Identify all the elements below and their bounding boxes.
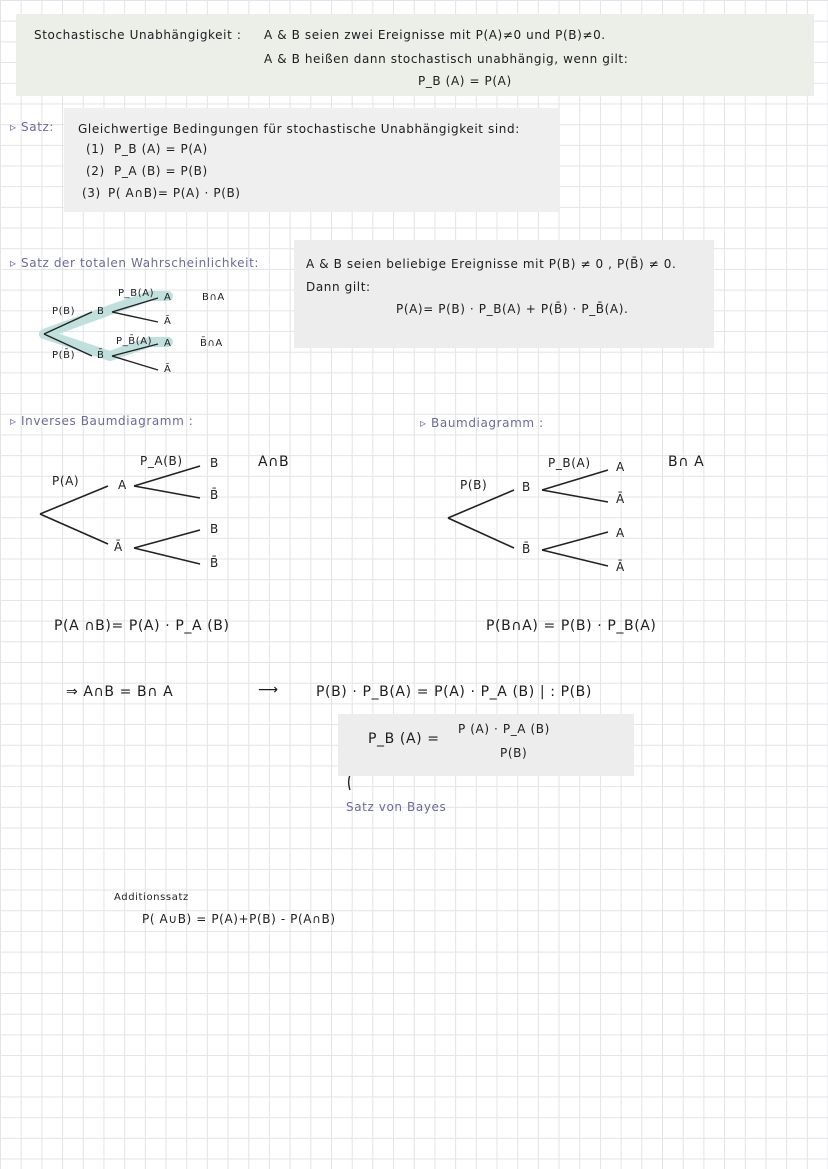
inverse-formula: P(A ∩B)= P(A) · P_A (B) — [54, 618, 230, 634]
satz-item-2-expr: P_A (B) = P(B) — [114, 164, 208, 178]
inverse-b1: B — [210, 456, 219, 470]
tree-branch-b-abar — [542, 490, 608, 502]
small-tree-res1: B∩A — [202, 292, 225, 303]
satz-item-3-num: (3) — [82, 186, 101, 200]
inv-branch-abar-bbar — [134, 548, 200, 564]
satz-label: ▹ Satz: — [10, 120, 55, 134]
small-tree-b: B — [97, 306, 105, 317]
definition-line2: A & B heißen dann stochastisch unabhängig, wenn gilt: — [264, 52, 629, 66]
satz-label-text: Satz: — [21, 120, 55, 134]
inverse-pa: P(A) — [52, 474, 80, 488]
definition-formula: P_B (A) = P(A) — [418, 74, 512, 88]
inverse-title: ▹ Inverses Baumdiagramm : — [10, 414, 194, 428]
tree-pba: P_B(A) — [548, 456, 591, 470]
inverse-b2: B — [210, 522, 219, 536]
tree-bbar: B̄ — [522, 542, 531, 556]
inverse-abar: Ā — [114, 540, 123, 554]
small-tree-res2: B̄∩A — [200, 338, 223, 349]
small-tree-bbar: B̄ — [97, 350, 105, 361]
inverse-pab: P_A(B) — [140, 454, 183, 468]
bayes-denominator: P(B) — [500, 746, 528, 760]
inv-branch-abar — [40, 514, 108, 544]
bayes-lhs: P_B (A) = — [368, 731, 440, 747]
bayes-implication: ⇒ A∩B = B∩ A — [66, 684, 174, 700]
tree-pb: P(B) — [460, 478, 488, 492]
addition-title: Additionssatz — [114, 892, 189, 903]
tree-branch-b-a — [542, 470, 608, 490]
small-tree-a1: A — [164, 292, 172, 303]
tree-abar1: Ā — [616, 492, 625, 506]
tree-abar2: Ā — [616, 560, 625, 574]
bayes-numerator: P (A) · P_A (B) — [458, 722, 550, 736]
total-formula: P(A)= P(B) · P_B(A) + P(B̄) · P_B̄(A). — [396, 302, 629, 316]
total-line2: Dann gilt: — [306, 280, 371, 294]
satz-item-2-num: (2) — [86, 164, 105, 178]
satz-item-1-expr: P_B (A) = P(A) — [114, 142, 208, 156]
satz-item-3-expr: P( A∩B)= P(A) · P(B) — [108, 186, 241, 200]
branch-bbar-abar — [112, 356, 158, 370]
small-tree-abar2: Ā — [164, 364, 172, 375]
total-title: ▹ Satz der totalen Wahrscheinlichkeit: — [10, 256, 260, 270]
small-tree-pb: P(B) — [52, 306, 76, 317]
satz-intro: Gleichwertige Bedingungen für stochastische Unabhängigkeit sind: — [78, 122, 520, 136]
tree-branch-b — [448, 490, 514, 518]
tree-a1: A — [616, 460, 625, 474]
inverse-title-text: Inverses Baumdiagramm : — [21, 414, 194, 428]
tree-title: ▹ Baumdiagramm : — [420, 416, 544, 430]
bayes-equation: P(B) · P_B(A) = P(A) · P_A (B) | : P(B) — [316, 684, 592, 700]
small-tree-a2: A — [164, 338, 172, 349]
tree-title-text: Baumdiagramm : — [431, 416, 544, 430]
branch-b-abar — [112, 312, 158, 322]
small-tree-pba: P_B(A) — [118, 288, 155, 299]
addition-formula: P( A∪B) = P(A)+P(B) - P(A∩B) — [142, 912, 336, 926]
bayes-label: Satz von Bayes — [346, 800, 447, 814]
small-tree-pbbar: P(B̄) — [52, 350, 76, 361]
tree-formula: P(B∩A) = P(B) · P_B(A) — [486, 618, 657, 634]
bayes-arrow: ⟶ — [258, 682, 279, 698]
inverse-bbar1: B̄ — [210, 488, 219, 502]
tree-branch-bbar-abar — [542, 550, 608, 566]
inv-branch-abar-b — [134, 530, 200, 548]
inverse-bbar2: B̄ — [210, 556, 219, 570]
tree-b: B — [522, 480, 531, 494]
inv-branch-a-b — [134, 466, 200, 486]
small-tree-pbbara: P_B̄(A) — [116, 336, 153, 347]
definition-title: Stochastische Unabhängigkeit : — [34, 28, 242, 42]
tree-branch-bbar — [448, 518, 514, 548]
inverse-a: A — [118, 478, 127, 492]
inv-branch-a — [40, 486, 108, 514]
total-title-text: Satz der totalen Wahrscheinlichkeit: — [21, 256, 260, 270]
total-line1: A & B seien beliebige Ereignisse mit P(B) ≠ 0 , P(B̄) ≠ 0. — [306, 257, 677, 271]
tree-branch-bbar-a — [542, 532, 608, 550]
tree-a2: A — [616, 526, 625, 540]
inverse-result: A∩B — [258, 454, 290, 470]
satz-item-1-num: (1) — [86, 142, 105, 156]
small-tree-abar1: Ā — [164, 316, 172, 327]
tree-result: B∩ A — [668, 454, 705, 470]
inv-branch-a-bbar — [134, 486, 200, 498]
definition-line1: A & B seien zwei Ereignisse mit P(A)≠0 und P(B)≠0. — [264, 28, 606, 42]
